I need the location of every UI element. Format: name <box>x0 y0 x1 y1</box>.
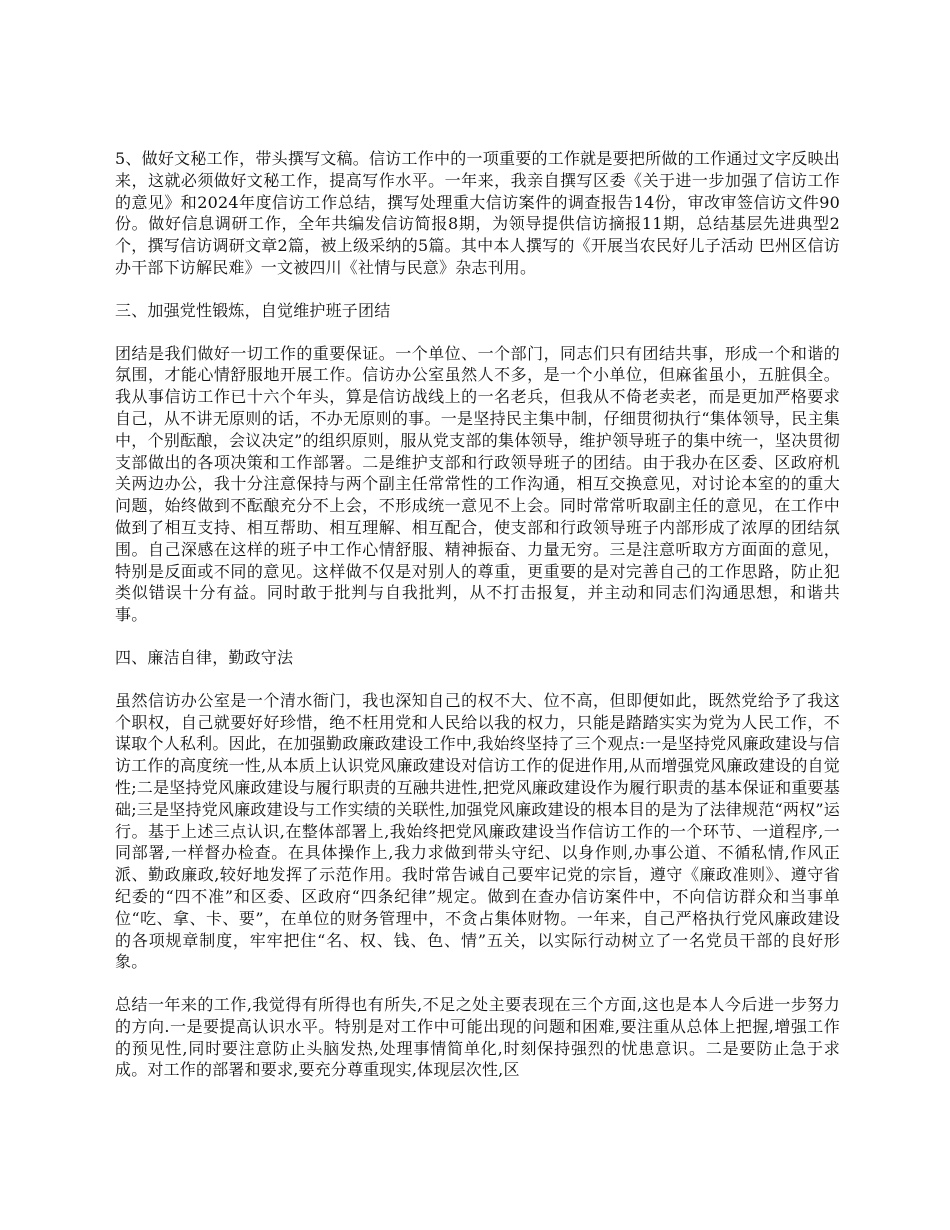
paragraph-team-unity: 团结是我们做好一切工作的重要保证。一个单位、一个部门，同志们只有团结共事，形成一个和谐的氛围，才能心情舒服地开展工作。信访办公室虽然人不多，是一个小单位，但麻雀虽小，五脏俱全。我从事信访工作已十六个年头，算是信访战线上的一名老兵，但我从不倚老卖老，而是更加严格要求自己，从不讲无原则的话，不办无原则的事。一是坚持民主集中制，仔细贯彻执行“集体领导，民主集中，个别酝酿，会议决定”的组织原则，服从党支部的集体领导，维护领导班子的集中统一，坚决贯彻支部做出的各项决策和工作部署。二是维护支部和行政领导班子的团结。由于我办在区委、区政府机关两边办公，我十分注意保持与两个副主任常常性的工作沟通，相互交换意见，对讨论本室的的重大问题，始终做到不酝酿充分不上会，不形成统一意见不上会。同时常常听取副主任的意见，在工作中做到了相互支持、相互帮助、相互理解、相互配合，使支部和行政领导班子内部形成了浓厚的团结氛围。自己深感在这样的班子中工作心情舒服、精神振奋、力量无穷。三是注意听取方方面面的意见，特别是反面或不同的意见。这样做不仅是对别人的尊重，更重要的是对完善自己的工作思路，防止犯类似错误十分有益。同时敢于批判与自我批判，从不打击报复，并主动和同志们沟通思想，和谐共事。 <box>115 343 840 625</box>
paragraph-summary: 总结一年来的工作,我觉得有所得也有所失,不足之处主要表现在三个方面,这也是本人今后进一步努力的方向.一是要提高认识水平。特别是对工作中可能出现的问题和困难,要注重从总体上把握,增强工作的预见性,同时要注意防止头脑发热,处理事情简单化,时刻保持强烈的忧患意识。二是要防止急于求成。对工作的部署和要求,要充分尊重现实,体现层次性,区 <box>115 995 840 1080</box>
document-page <box>115 148 840 1102</box>
paragraph-writing-work: 5、做好文秘工作，带头撰写文稿。信访工作中的一项重要的工作就是要把所做的工作通过文字反映出来，这就必须做好文秘工作，提高写作水平。一年来，我亲自撰写区委《关于进一步加强了信访工作的意见》和2024年度信访工作总结，撰写处理重大信访案件的调查报告14份，审改审签信访文件90份。做好信息调研工作，全年共编发信访简报8期，为领导提供信访摘报11期，总结基层先进典型2个，撰写信访调研文章2篇，被上级采纳的5篇。其中本人撰写的《开展当农民好儿子活动 巴州区信访办干部下访解民难》一文被四川《社情与民意》杂志刊用。 <box>115 149 840 277</box>
section-heading-4: 四、廉洁自律，勤政守法 <box>115 647 294 667</box>
section-heading-3: 三、加强党性锻炼，自觉维护班子团结 <box>115 300 391 320</box>
paragraph-integrity: 虽然信访办公室是一个清水衙门，我也深知自己的权不大、位不高，但即便如此，既然党给予了我这个职权，自己就要好好珍惜，绝不枉用党和人民给以我的权力，只能是踏踏实实为党为人民工作，不谋取个人私利。因此，在加强勤政廉政建设工作中,我始终坚持了三个观点:一是坚持党风廉政建设与信访工作的高度统一性,从本质上认识党风廉政建设对信访工作的促进作用,从而增强党风廉政建设的自觉性;二是坚持党风廉政建设与履行职责的互融共进性,把党风廉政建设作为履行职责的基本保证和重要基础;三是坚持党风廉政建设与工作实绩的关联性,加强党风廉政建设的根本目的是为了法律规范“两权”运行。基于上述三点认识,在整体部署上,我始终把党风廉政建设当作信访工作的一个环节、一道程序,一同部署,一样督办检查。在具体操作上,我力求做到带头守纪、以身作则,办事公道、不循私情,作风正派、勤政廉政,较好地发挥了示范作用。我时常告诫自己要牢记党的宗旨，遵守《廉政准则》、遵守省纪委的“四不准”和区委、区政府“四条纪律”规定。做到在查办信访案件中，不向信访群众和当事单位“吃、拿、卡、要”，在单位的财务管理中，不贪占集体财物。一年来，自己严格执行党风廉政建设的各项规章制度，牢牢把住“名、权、钱、色、情”五关，以实际行动树立了一名党员干部的良好形象。 <box>115 690 840 972</box>
